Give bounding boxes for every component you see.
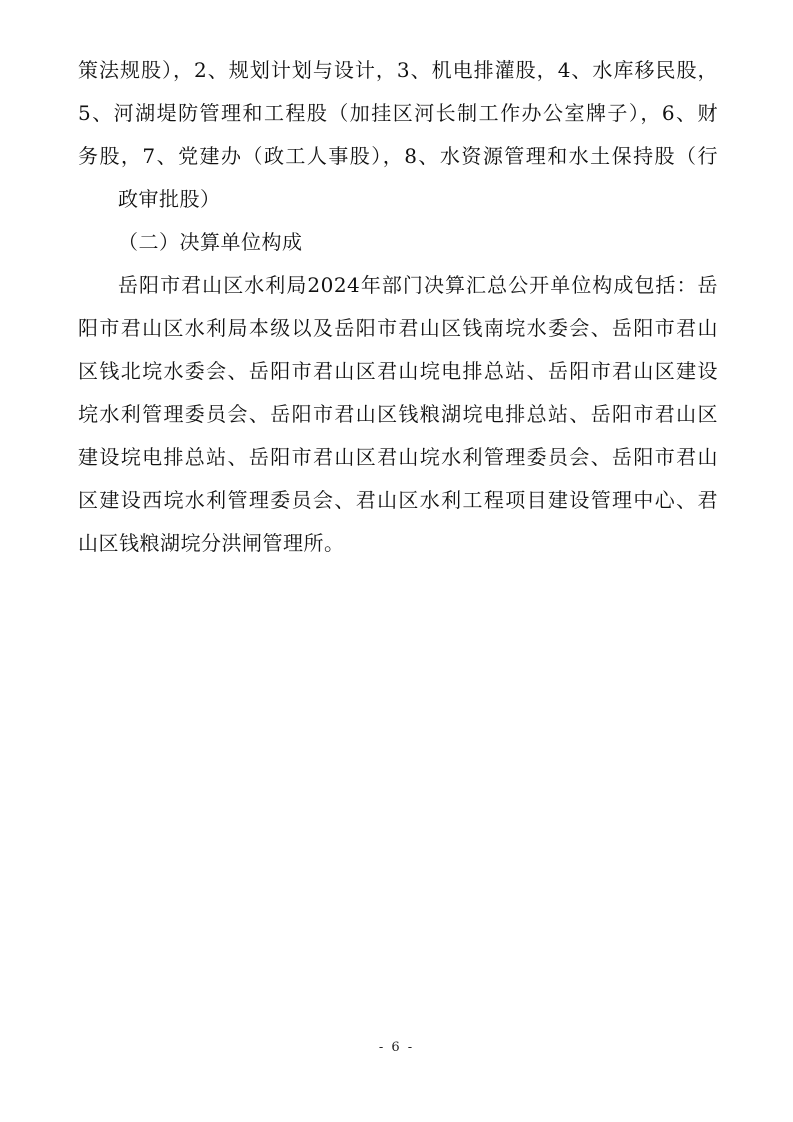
body-line-2: 5、河湖堤防管理和工程股（加挂区河长制工作办公室牌子），6、财 xyxy=(78,101,718,125)
paragraph-line-7: 山区钱粮湖垸分洪闸管理所。 xyxy=(78,531,345,555)
page-number: - 6 - xyxy=(378,1040,415,1055)
body-line-1: 策法规股），2、规划计划与设计，3、机电排灌股，4、水库移民股， xyxy=(78,58,718,82)
paragraph-line-3: 区钱北垸水委会、岳阳市君山区君山垸电排总站、岳阳市君山区建设 xyxy=(78,359,718,383)
body-line-3: 务股，7、党建办（政工人事股），8、水资源管理和水土保持股（行 xyxy=(78,144,718,168)
section-heading: （二）决算单位构成 xyxy=(118,230,303,254)
body-line-4: 政审批股） xyxy=(118,187,221,211)
paragraph-line-5: 建设垸电排总站、岳阳市君山区君山垸水利管理委员会、岳阳市君山 xyxy=(78,445,718,469)
paragraph-line-1: 岳阳市君山区水利局2024年部门决算汇总公开单位构成包括：岳 xyxy=(118,273,718,297)
paragraph-line-6: 区建设西垸水利管理委员会、君山区水利工程项目建设管理中心、君 xyxy=(78,488,718,512)
paragraph-line-4: 垸水利管理委员会、岳阳市君山区钱粮湖垸电排总站、岳阳市君山区 xyxy=(78,402,718,426)
paragraph-line-2: 阳市君山区水利局本级以及岳阳市君山区钱南垸水委会、岳阳市君山 xyxy=(78,316,718,340)
